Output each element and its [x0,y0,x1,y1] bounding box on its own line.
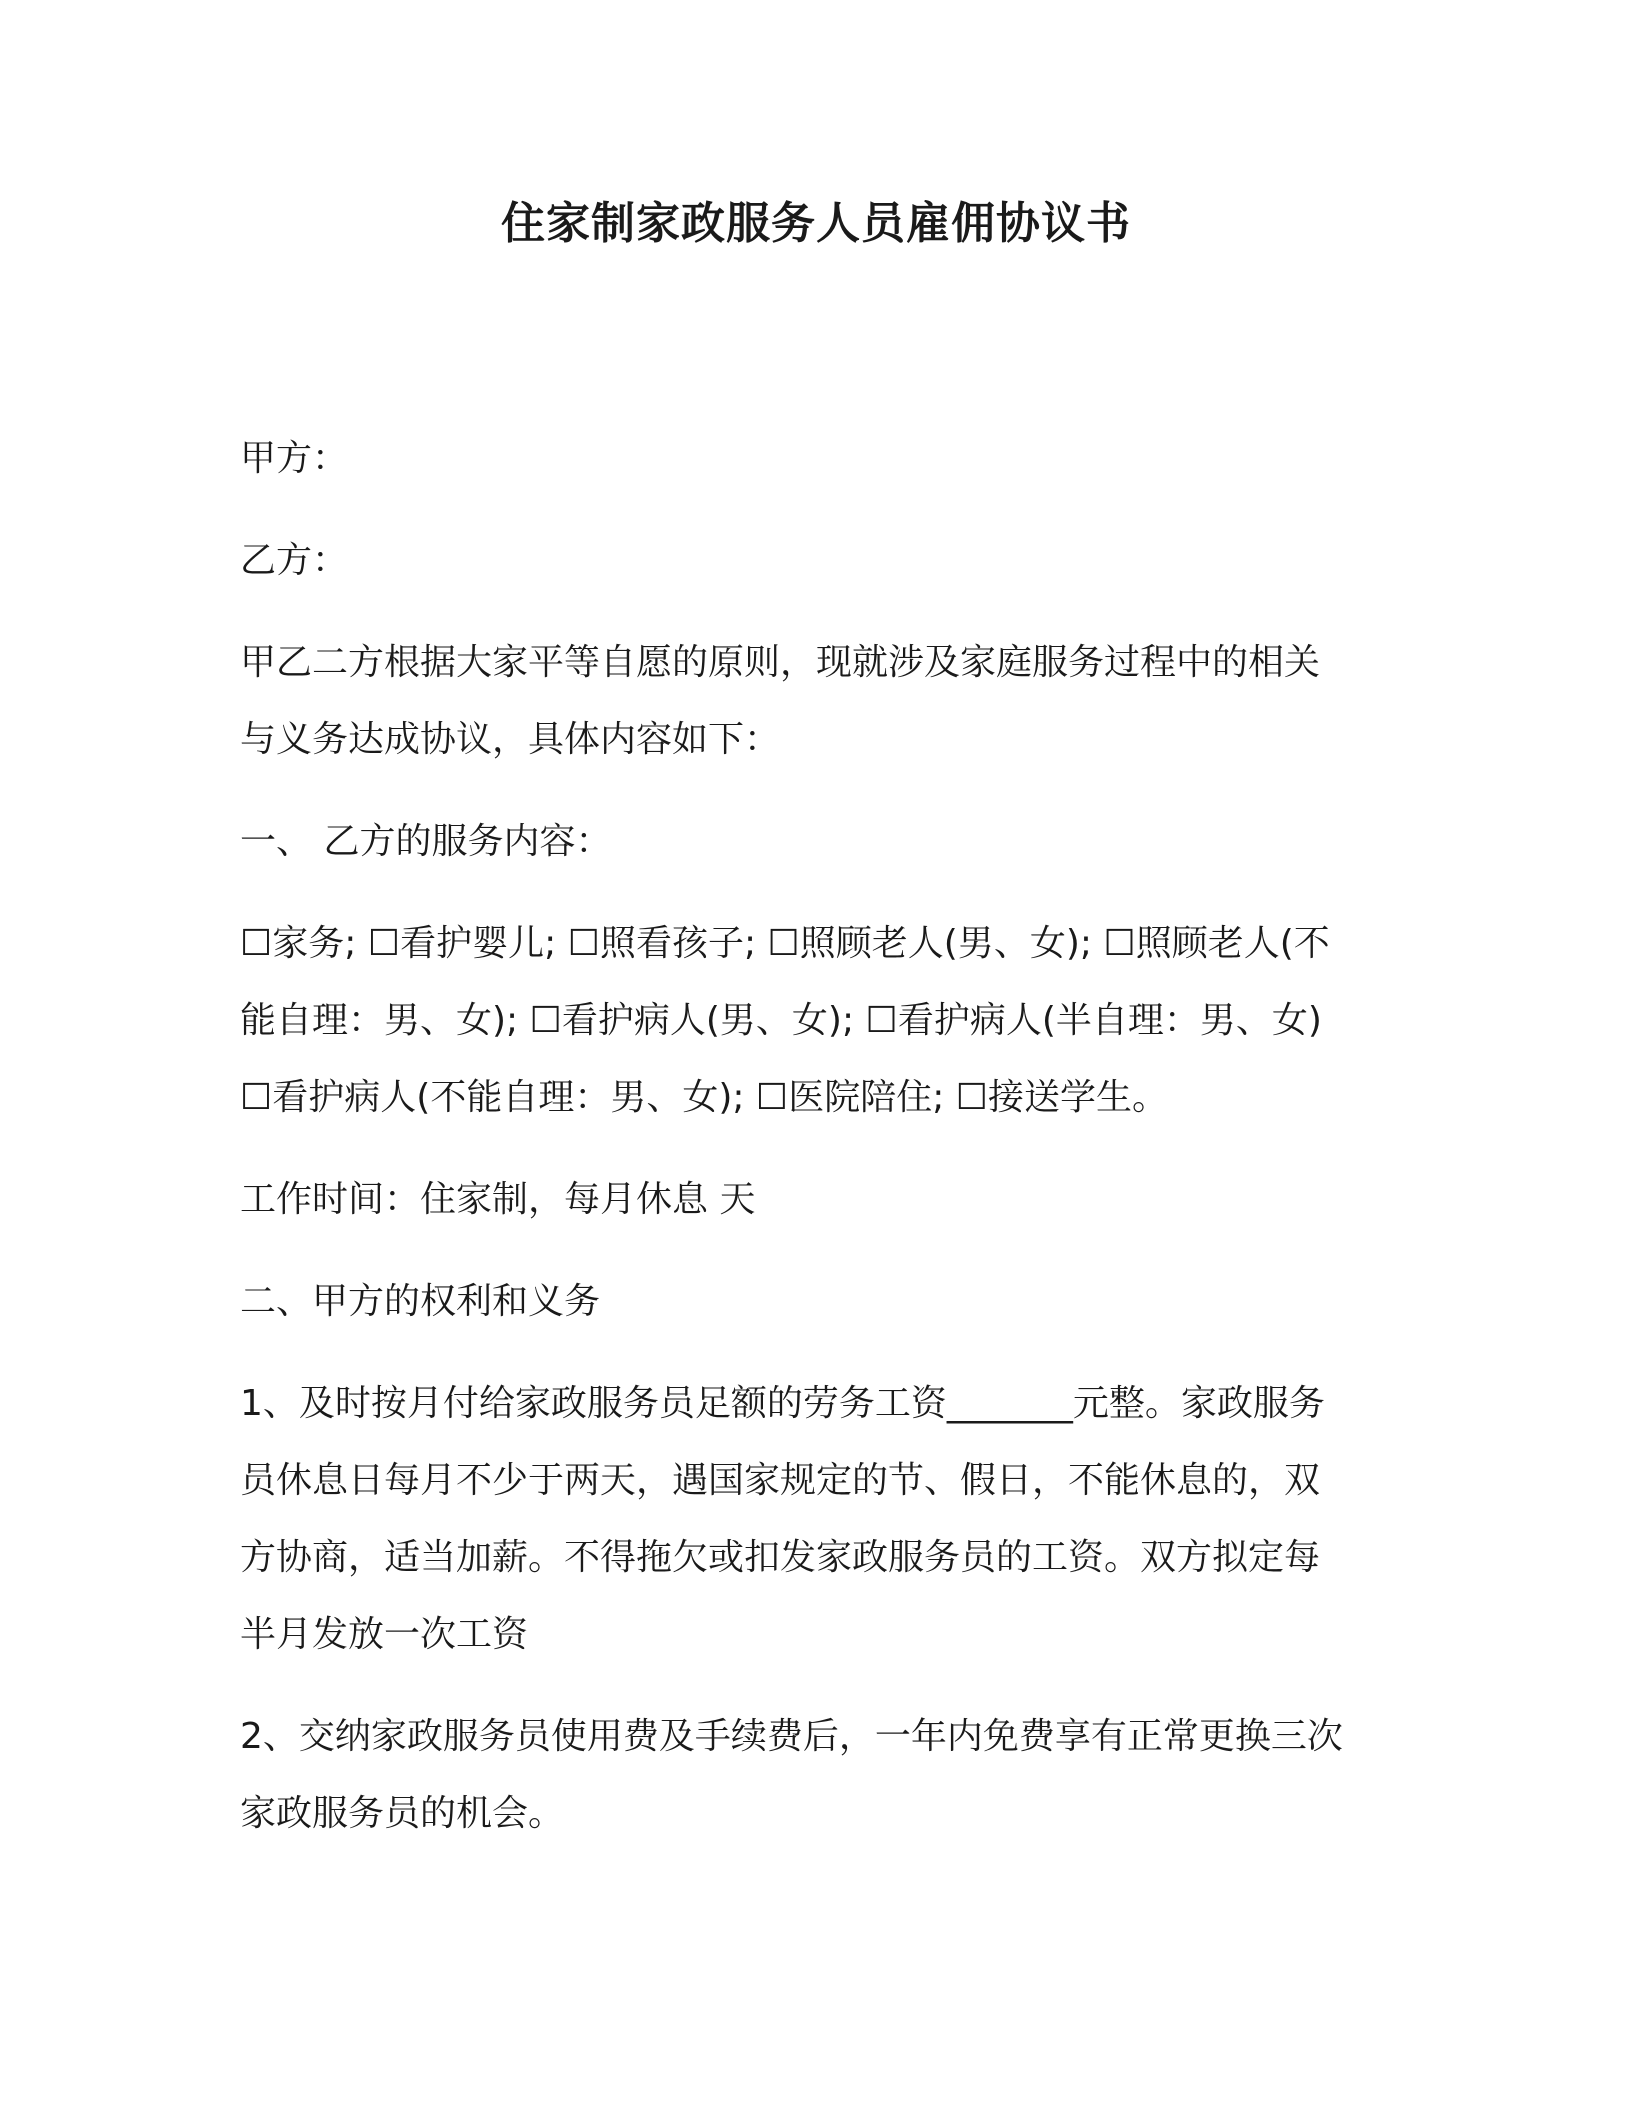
clause-1-line: 方协商，适当加薪。不得拖欠或扣发家政服务员的工资。双方拟定每 [240,1537,1321,1578]
service-options-line: ☐看护病人(不能自理：男、女); ☐医院陪住; ☐接送学生。 [240,1077,1169,1118]
clause-1-line: 半月发放一次工资 [240,1614,529,1655]
section-1-heading: 一、 乙方的服务内容： [240,821,612,862]
clause-2-line: 家政服务员的机会。 [240,1793,565,1834]
service-options-line: ☐家务; ☐看护婴儿; ☐照看孩子; ☐照顾老人(男、女); ☐照顾老人(不 [240,923,1330,964]
intro-paragraph [240,624,1400,778]
document-title: 住家制家政服务人员雇佣协议书 [501,198,1131,249]
intro-line: 甲乙二方根据大家平等自愿的原则，现就涉及家庭服务过程中的相关 [240,642,1321,683]
clause-1-paragraph [240,1365,1400,1673]
intro-line: 与义务达成协议，具体内容如下： [240,719,781,760]
work-time-line: 工作时间：住家制，每月休息 天 [240,1179,756,1220]
service-options-paragraph [240,905,1400,1136]
service-options-line: 能自理：男、女); ☐看护病人(男、女); ☐看护病人(半自理：男、女) [240,1000,1322,1041]
clause-1-line: 员休息日每月不少于两天，遇国家规定的节、假日，不能休息的，双 [240,1460,1321,1501]
clause-2-paragraph [240,1698,1400,1852]
party-b-label: 乙方： [240,540,349,581]
clause-2-line: 2、交纳家政服务员使用费及手续费后，一年内免费享有正常更换三次 [240,1716,1343,1757]
document-body [240,420,1400,1852]
clause-1-line: 1、及时按月付给家政服务员足额的劳务工资_______元整。家政服务 [240,1383,1325,1424]
section-2-heading: 二、甲方的权利和义务 [240,1281,601,1322]
party-a-label: 甲方： [240,438,349,479]
